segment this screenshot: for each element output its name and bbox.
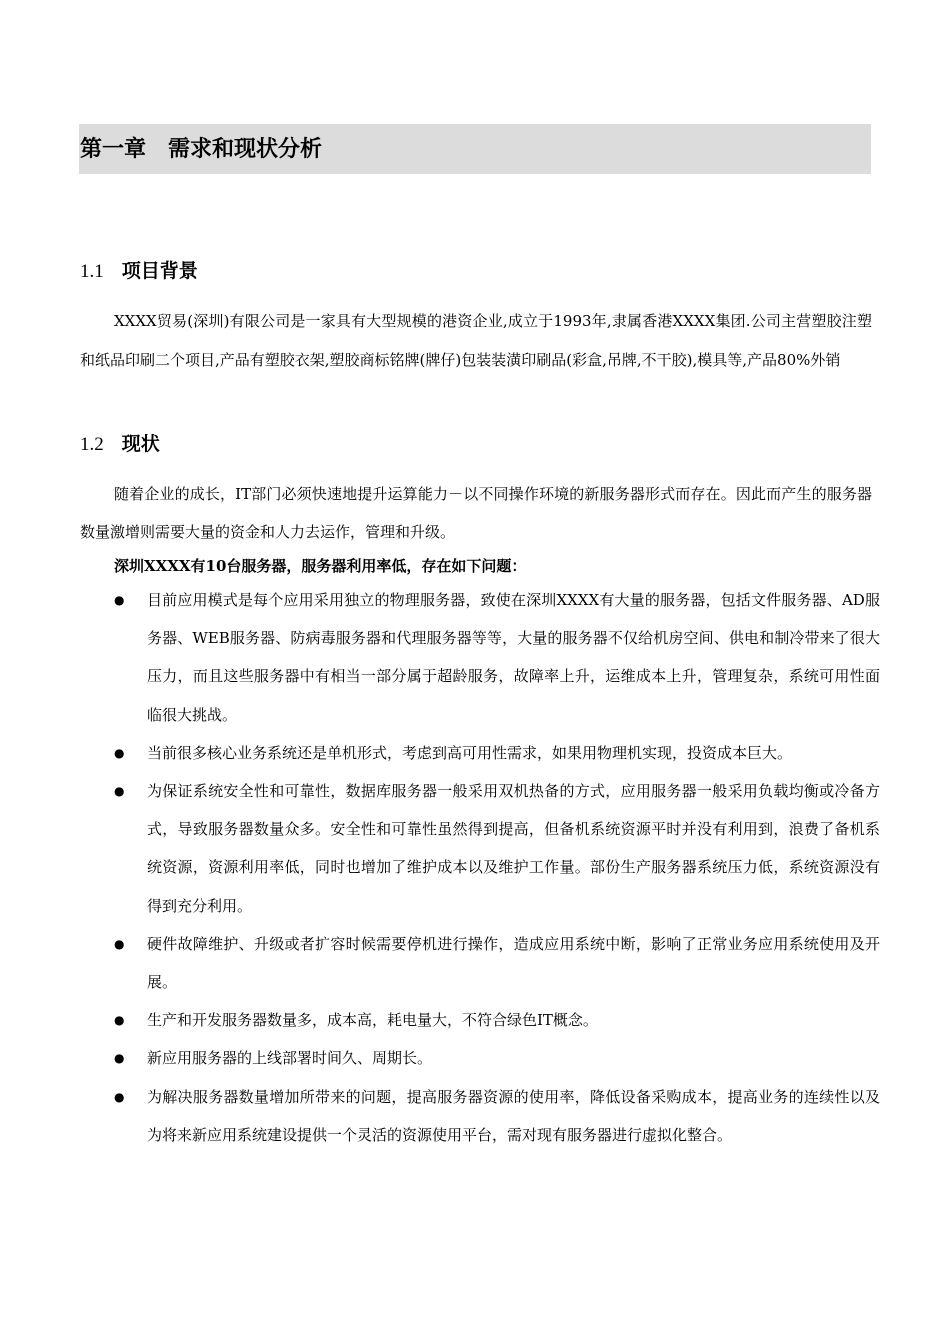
section-heading-1-1	[80, 259, 198, 284]
chapter-number: 第一章	[80, 137, 147, 162]
status-paragraph: 随着企业的成长，IT部门必须快速地提升运算能力－以不同操作环境的新服务器形式而存在。因此而产生的服务器数量激增则需要大量的资金和人力去运作，管理和升级。	[80, 485, 872, 541]
background-paragraph: XXXX贸易(深圳)有限公司是一家具有大型规模的港资企业,成立于1993年,隶属香港XXXX集团.公司主营塑胶注塑和纸品印刷二个项目,产品有塑胶衣架,塑胶商标铭牌(牌仔)包装装潢印刷品(彩盒,吊牌,不干胶),模具等,产品80%外销	[80, 312, 872, 369]
list-item	[80, 1001, 880, 1039]
problem-list	[80, 581, 880, 1154]
list-item	[80, 1039, 880, 1077]
list-item-text: 当前很多核心业务系统还是单机形式，考虑到高可用性需求，如果用物理机实现，投资成本巨大。	[147, 743, 793, 762]
bullet-icon: ●	[114, 1013, 125, 1028]
list-item-text: 新应用服务器的上线部署时间久、周期长。	[147, 1049, 433, 1068]
bullet-icon: ●	[114, 1089, 125, 1104]
chapter-heading	[80, 137, 322, 163]
list-item	[80, 925, 880, 1001]
list-item	[80, 772, 880, 925]
section-heading-1-2	[80, 432, 160, 457]
list-item	[80, 734, 880, 772]
problem-lead-text: 深圳XXXX有10台服务器，服务器利用率低，存在如下问题：	[114, 557, 527, 575]
list-item-text: 目前应用模式是每个应用采用独立的物理服务器，致使在深圳XXXX有大量的服务器，包括文件服务器、AD服务器、WEB服务器、防病毒服务器和代理服务器等等，大量的服务器不仅给机房空间、供电和制冷带来了很大压力，而且这些服务器中有相当一部分属于超龄服务，故障率上升，运维成本上升，管理复杂，系统可用性面临很大挑战。	[147, 591, 880, 724]
chapter-title: 需求和现状分析	[168, 137, 323, 162]
bullet-icon: ●	[114, 784, 125, 799]
section-number: 1.1	[80, 261, 104, 282]
list-item	[80, 1078, 880, 1154]
list-item-text: 为解决服务器数量增加所带来的问题，提高服务器资源的使用率，降低设备采购成本，提高业务的连续性以及为将来新应用系统建设提供一个灵活的资源使用平台，需对现有服务器进行虚拟化整合。	[147, 1087, 880, 1144]
bullet-icon: ●	[114, 745, 125, 760]
list-item-text: 硬件故障维护、升级或者扩容时候需要停机进行操作，造成应用系统中断，影响了正常业务应用系统使用及开展。	[147, 934, 880, 992]
section-number: 1.2	[80, 434, 104, 455]
bullet-icon: ●	[114, 936, 125, 951]
list-item-text: 为保证系统安全性和可靠性，数据库服务器一般采用双机热备的方式，应用服务器一般采用负载均衡或冷备方式，导致服务器数量众多。安全性和可靠性虽然得到提高，但备机系统资源平时并没有利用到，浪费了备机系统资源，资源利用率低，同时也增加了维护成本以及维护工作量。部份生产服务器系统压力低，系统资源没有得到充分利用。	[147, 782, 880, 915]
list-item-text: 生产和开发服务器数量多，成本高，耗电量大，不符合绿色IT概念。	[147, 1011, 598, 1030]
list-item	[80, 581, 880, 734]
section-title: 项目背景	[121, 260, 198, 282]
bullet-icon: ●	[114, 1051, 125, 1066]
section-title: 现状	[121, 433, 160, 455]
bullet-icon: ●	[114, 593, 125, 607]
